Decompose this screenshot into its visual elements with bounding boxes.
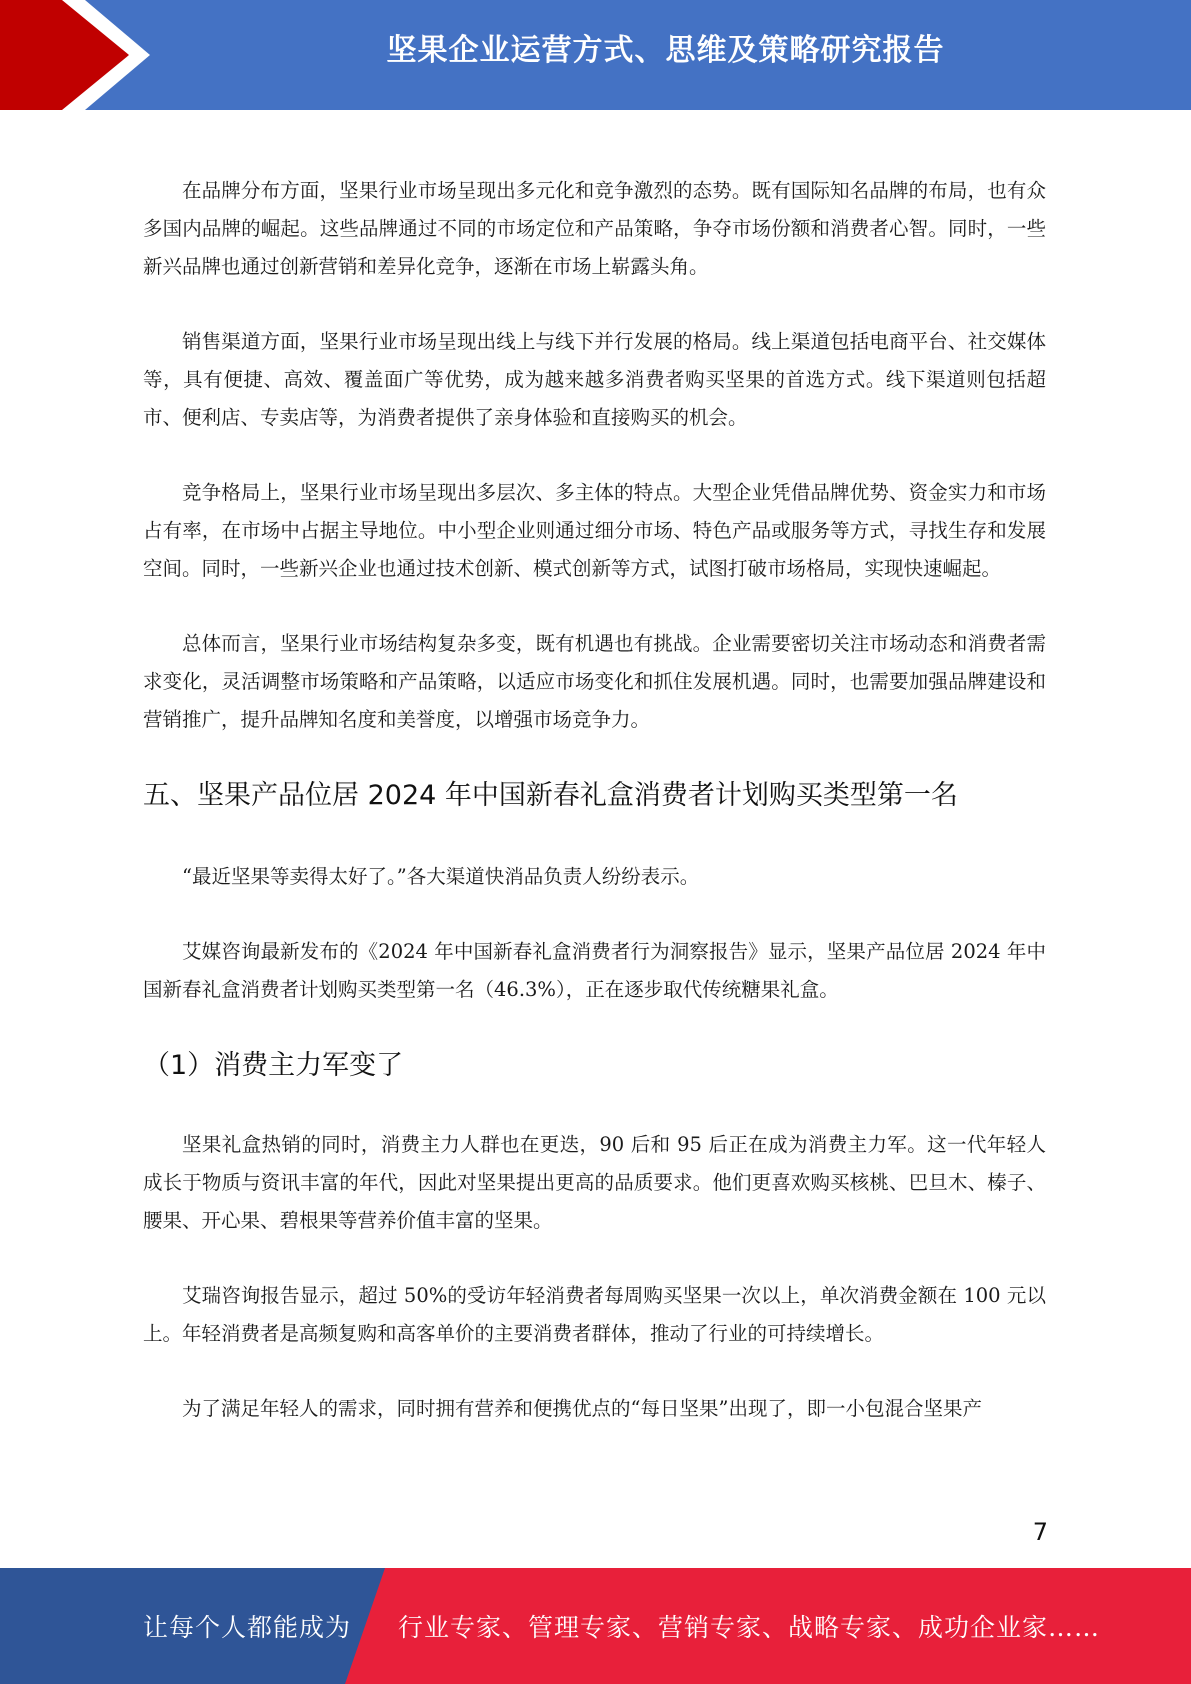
- paragraph-iresearch-report: 艾瑞咨询报告显示，超过 50%的受访年轻消费者每周购买坚果一次以上，单次消费金额在 100 元以上。年轻消费者是高频复购和高客单价的主要消费者群体，推动了行业的可持续增长。: [143, 1284, 1046, 1345]
- footer-slogan-left: 让每个人都能成为: [143, 1613, 352, 1642]
- paragraph-quote: “最近坚果等卖得太好了。”各大渠道快消品负责人纷纷表示。: [182, 865, 700, 888]
- paragraph-sales-channels: 销售渠道方面，坚果行业市场呈现出线上与线下并行发展的格局。线上渠道包括电商平台、社交媒体等，具有便捷、高效、覆盖面广等优势，成为越来越多消费者购买坚果的首选方式。线下渠道则包括超市、便利店、专卖店等，为消费者提供了亲身体验和直接购买的机会。: [143, 330, 1046, 429]
- paragraph-consumer-shift: 坚果礼盒热销的同时，消费主力人群也在更迭，90 后和 95 后正在成为消费主力军。这一代年轻人成长于物质与资讯丰富的年代，因此对坚果提出更高的品质要求。他们更喜欢购买核桃、巴旦木、榛子、腰果、开心果、碧根果等营养价值丰富的坚果。: [143, 1133, 1046, 1232]
- page-number: 7: [1032, 1518, 1048, 1546]
- page-content: [143, 172, 1046, 1465]
- footer-slogan-right: 行业专家、管理专家、营销专家、战略专家、成功企业家……: [398, 1613, 1101, 1642]
- page-header: [0, 0, 1191, 110]
- paragraph-daily-nuts: 为了满足年轻人的需求，同时拥有营养和便携优点的“每日坚果”出现了，即一小包混合坚果产: [182, 1397, 982, 1420]
- paragraph-competition: 竞争格局上，坚果行业市场呈现出多层次、多主体的特点。大型企业凭借品牌优势、资金实力和市场占有率，在市场中占据主导地位。中小型企业则通过细分市场、特色产品或服务等方式，寻找生存和发展空间。同时，一些新兴企业也通过技术创新、模式创新等方式，试图打破市场格局，实现快速崛起。: [143, 481, 1046, 580]
- paragraph-brand-distribution: 在品牌分布方面，坚果行业市场呈现出多元化和竞争激烈的态势。既有国际知名品牌的布局，也有众多国内品牌的崛起。这些品牌通过不同的市场定位和产品策略，争夺市场份额和消费者心智。同时，一些新兴品牌也通过创新营销和差异化竞争，逐渐在市场上崭露头角。: [143, 179, 1046, 278]
- section-heading-5: 五、坚果产品位居 2024 年中国新春礼盒消费者计划购买类型第一名: [143, 780, 958, 811]
- paragraph-imedia-report: 艾媒咨询最新发布的《2024 年中国新春礼盒消费者行为洞察报告》显示，坚果产品位居 2024 年中国新春礼盒消费者计划购买类型第一名（46.3%），正在逐步取代传统糖果礼盒。: [143, 940, 1046, 1001]
- page-footer: [0, 1568, 1191, 1684]
- report-title: 坚果企业运营方式、思维及策略研究报告: [386, 33, 945, 68]
- subsection-heading-1: （1）消费主力军变了: [143, 1050, 404, 1081]
- paragraph-summary: 总体而言，坚果行业市场结构复杂多变，既有机遇也有挑战。企业需要密切关注市场动态和消费者需求变化，灵活调整市场策略和产品策略，以适应市场变化和抓住发展机遇。同时，也需要加强品牌建设和营销推广，提升品牌知名度和美誉度，以增强市场竞争力。: [143, 632, 1046, 731]
